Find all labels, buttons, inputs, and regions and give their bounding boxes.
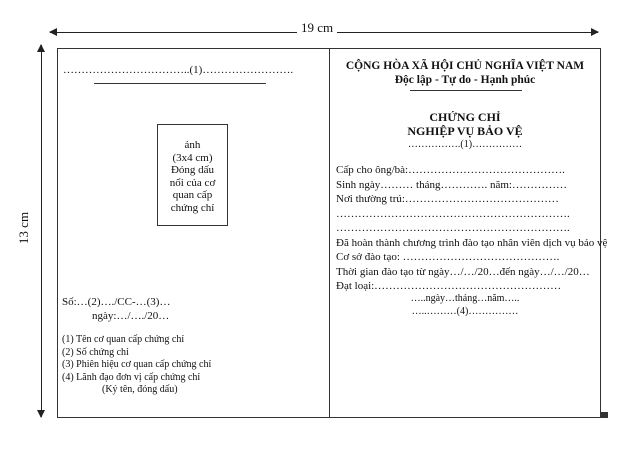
certificate-subtitle: NGHIỆP VỤ BẢO VỆ [407,124,523,138]
footnotes [62,334,211,397]
field-line: ………………………………………………………. [336,222,570,234]
photo-box-line: quan cấp [172,189,213,201]
issue-date-line: ngày:…/…./20… [92,310,170,322]
certificate-number-line: Số:…(2)…./CC-…(3)… [62,296,171,308]
motto-underline [410,90,522,91]
width-dimension-label: 19 cm [297,20,337,36]
place-date: …..ngày…tháng…năm….. [410,293,520,304]
field-line: Thời gian đào tạo từ ngày…/…/20…đến ngày…/…/20… [336,265,590,278]
photo-box-line: ảnh [184,139,201,151]
signature-note: (Ký tên, đóng dấu) [102,384,178,395]
photo-box [157,124,228,226]
footnote: (1) Tên cơ quan cấp chứng chỉ [62,334,185,345]
certificate-number: …………….(1)…………… [407,139,523,150]
country-name: CỘNG HÒA XÃ HỘI CHỦ NGHĨA VIỆT NAM [345,60,585,72]
photo-box-line: chứng chỉ [170,201,215,214]
photo-box-line: nổi của cơ [169,176,216,189]
field-line: Cơ sở đào tạo: ……………………………………. [336,251,560,263]
certificate-title: CHỨNG CHỈ [429,110,501,124]
field-line: Cấp cho ông/bà:……………………………………. [336,164,565,176]
national-heading [340,59,590,87]
fold-divider [329,48,330,418]
place-date-block [340,292,590,318]
footnote: (4) Lãnh đạo đơn vị cấp chứng chỉ [62,371,201,383]
issuing-org-line: ……………………………..(1)……………………. [63,64,294,76]
field-line: ………………………………………………………. [336,207,570,220]
field-line: Đạt loại:…………………………………………… [336,280,562,292]
height-dimension-arrow [41,45,42,417]
photo-box-line: Đóng dấu [170,164,215,176]
field-line: Nơi thường trú:…………………………………… [336,193,559,205]
field-line: Sinh ngày……… tháng…………. năm:…………… [336,178,567,191]
certificate-heading [340,110,590,138]
issuing-org-underline [94,83,266,84]
photo-box-line: (3x4 cm) [172,151,213,164]
certificate-fields [336,163,607,294]
motto: Độc lập - Tự do - Hạnh phúc [394,74,536,86]
corner-mark [600,412,608,418]
signer: …..………(4)…………… [411,306,519,317]
height-dimension-label: 13 cm [16,211,32,245]
footnote: (2) Số chứng chỉ [62,346,129,358]
footnote: (3) Phiên hiệu cơ quan cấp chứng chỉ [62,359,212,370]
field-line: Đã hoàn thành chương trình đào tạo nhân viên dịch vụ bảo vệ [336,236,608,249]
